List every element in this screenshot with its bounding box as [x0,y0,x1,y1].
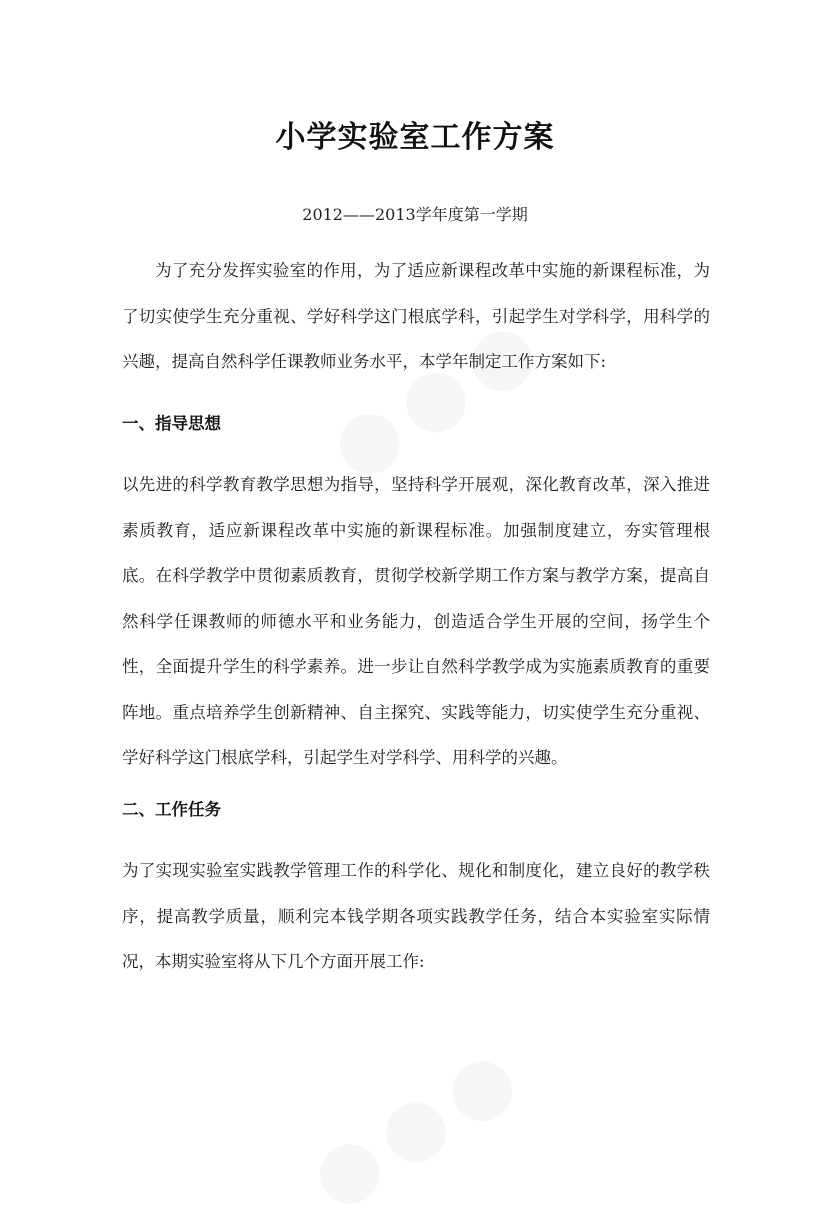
watermark-graphic [294,1025,540,1225]
intro-paragraph: 为了充分发挥实验室的作用，为了适应新课程改革中实施的新课程标准，为了切实使学生充分重视、学好科学这门根底学科，引起学生对学科学，用科学的兴趣，提高自然科学任课教师业务水平，本学年制定工作方案如下: [122,261,710,371]
section-heading-work-tasks: 二、工作任务 [122,800,221,819]
document-title: 小学实验室工作方案 [275,120,555,155]
section-heading-guiding-ideology: 一、指导思想 [122,414,221,433]
document-subtitle: 2012——2013学年度第一学期 [302,205,528,224]
section-body-guiding-ideology: 以先进的科学教育教学思想为指导，坚持科学开展观，深化教育改革，深入推进素质教育，适应新课程改革中实施的新课程标准。加强制度建立，夯实管理根底。在科学教学中贯彻素质教育，贯彻学校新学期工作方案与教学方案，提高自然科学任课教师的师德水平和业务能力，创造适合学生开展的空间，扬学生个性，全面提升学生的科学素养。进一步让自然科学教学成为实施素质教育的重要阵地。重点培养学生创新精神、自主探究、实践等能力，切实使学生充分重视、学好科学这门根底学科，引起学生对学科学、用科学的兴趣。 [122,475,710,767]
section-body-work-tasks: 为了实现实验室实践教学管理工作的科学化、规化和制度化，建立良好的教学秩序，提高教学质量，顺利完本钱学期各项实践教学任务，结合本实验室实际情况，本期实验室将从下几个方面开展工作: [122,861,710,971]
